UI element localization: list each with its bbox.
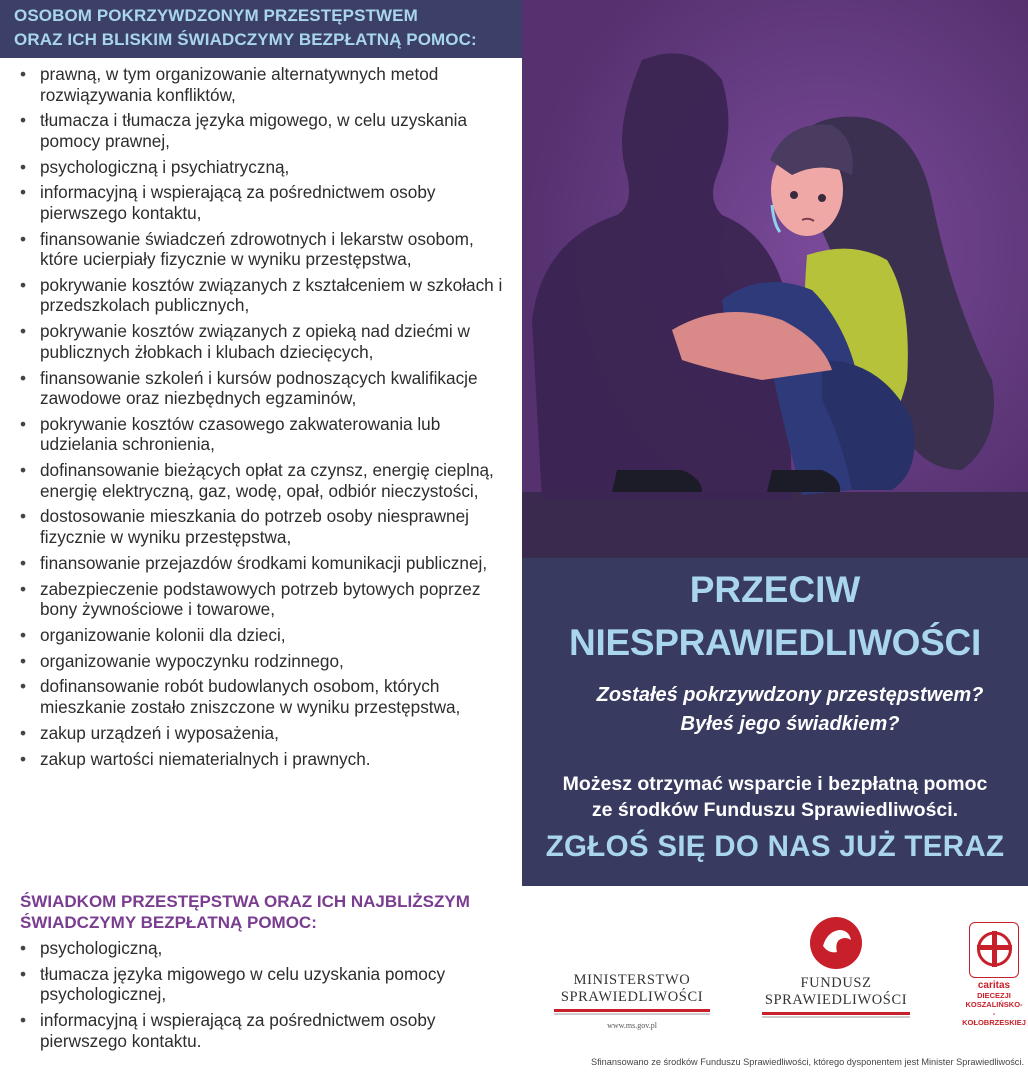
- caritas-diocese-line-2: KOSZALIŃSKO-: [965, 1000, 1023, 1009]
- list-item: • zakup wartości niematerialnych i prawnych.: [20, 749, 510, 770]
- list-item: • organizowanie wypoczynku rodzinnego,: [20, 651, 510, 672]
- list-item: • dofinansowanie robót budowlanych osobom, których mieszkanie zostało zniszczone w wyniku przestępstwa,: [20, 676, 510, 717]
- page-title-line-2: NIESPRAWIEDLIWOŚCI: [569, 622, 981, 663]
- ministry-name-line-2: SPRAWIEDLIWOŚCI: [560, 989, 704, 1005]
- crying-girl-illustration: [522, 0, 1028, 558]
- caritas-diocese-line-3: -KOŁOBRZESKIEJ: [962, 1009, 1026, 1027]
- cover-column: [522, 0, 1028, 1080]
- victim-services-list: [20, 64, 510, 774]
- list-item: • finansowanie przejazdów środkami komunikacji publicznej,: [20, 553, 510, 574]
- eagle-icon: [809, 916, 863, 970]
- fund-grey-bar: [762, 1016, 910, 1018]
- caritas-name: caritas: [977, 980, 1011, 991]
- caritas-logo: [962, 922, 1026, 1027]
- list-item: • finansowanie świadczeń zdrowotnych i lekarstw osobom, które ucierpiały fizycznie w wyniku przestępstwa,: [20, 229, 510, 270]
- support-text-line-2: ze środków Funduszu Sprawiedliwości.: [591, 799, 959, 821]
- victims-header-line-2: ORAZ ICH BLISKIM ŚWIADCZYMY BEZPŁATNĄ POMOC:: [14, 30, 477, 49]
- list-item: • pokrywanie kosztów związanych z kształceniem w szkołach i przedszkolach publicznych,: [20, 275, 510, 316]
- ministry-url: www.ms.gov.pl: [607, 1021, 657, 1030]
- funding-footnote: Sfinansowano ze środków Funduszu Sprawiedliwości, którego dysponentem jest Minister Sprawiedliwości.: [590, 1057, 1024, 1067]
- ministry-grey-bar: [554, 1013, 710, 1015]
- fund-red-bar: [762, 1012, 910, 1015]
- list-item: • tłumacza języka migowego w celu uzyskania pomocy psychologicznej,: [20, 964, 510, 1005]
- caritas-emblem: [969, 922, 1019, 978]
- caritas-diocese-line-1: DIECEZJI: [977, 991, 1011, 1000]
- list-item: • prawną, w tym organizowanie alternatywnych metod rozwiązywania konfliktów,: [20, 64, 510, 105]
- list-item: • dofinansowanie bieżących opłat za czynsz, energię cieplną, energię elektryczną, gaz, wodę, opał, odbiór nieczystości,: [20, 460, 510, 501]
- fund-logo: [756, 916, 916, 1018]
- sponsor-logos: [522, 886, 1028, 1046]
- fund-name-line-1: FUNDUSZ: [800, 975, 872, 991]
- list-item: • dostosowanie mieszkania do potrzeb osoby niesprawnej fizycznie w wyniku przestępstwa,: [20, 506, 510, 547]
- support-text-line-1: Możesz otrzymać wsparcie i bezpłatną pomoc: [562, 773, 988, 795]
- victims-header: [0, 0, 522, 58]
- page-title-line-1: PRZECIW: [689, 569, 861, 610]
- fund-name-line-2: SPRAWIEDLIWOŚCI: [764, 992, 908, 1008]
- list-item: • tłumacza i tłumacza języka migowego, w celu uzyskania pomocy prawnej,: [20, 110, 510, 151]
- ministry-red-bar: [554, 1009, 710, 1012]
- ministry-logo: [552, 972, 712, 1030]
- list-item: • psychologiczną,: [20, 938, 510, 959]
- question-witness: Byłeś jego świadkiem?: [680, 713, 900, 735]
- list-item: • zabezpieczenie podstawowych potrzeb bytowych poprzez bony żywnościowe i towarowe,: [20, 579, 510, 620]
- list-item: • informacyjną i wspierającą za pośrednictwem osoby pierwszego kontaktu.: [20, 1010, 510, 1051]
- list-item: • zakup urządzeń i wyposażenia,: [20, 723, 510, 744]
- witness-header: ŚWIADKOM PRZESTĘPSTWA ORAZ ICH NAJBLIŻSZYM ŚWIADCZYMY BEZPŁATNĄ POMOC:: [20, 892, 470, 932]
- illustration: [522, 0, 1028, 558]
- list-item: • psychologiczną i psychiatryczną,: [20, 157, 510, 178]
- witness-services-list: [20, 938, 510, 1056]
- list-item: • pokrywanie kosztów czasowego zakwaterowania lub udzielania schronienia,: [20, 414, 510, 455]
- list-item: • pokrywanie kosztów związanych z opieką nad dziećmi w publicznych żłobkach i klubach dziecięcych,: [20, 321, 510, 362]
- list-item: • informacyjną i wspierającą za pośrednictwem osoby pierwszego kontaktu,: [20, 182, 510, 223]
- list-item: • organizowanie kolonii dla dzieci,: [20, 625, 510, 646]
- victims-header-line-1: OSOBOM POKRZYWDZONYM PRZESTĘPSTWEM: [14, 6, 418, 25]
- promo-panel: [522, 558, 1028, 886]
- caritas-cross-icon: [971, 923, 1018, 976]
- list-item: • finansowanie szkoleń i kursów podnoszących kwalifikacje zawodowe oraz niezbędnych egzaminów,: [20, 368, 510, 409]
- call-to-action: ZGŁOŚ SIĘ DO NAS JUŻ TERAZ: [545, 830, 1005, 863]
- ministry-name-line-1: MINISTERSTWO: [573, 972, 691, 988]
- question-victim: Zostałeś pokrzywdzony przestępstwem?: [596, 684, 984, 706]
